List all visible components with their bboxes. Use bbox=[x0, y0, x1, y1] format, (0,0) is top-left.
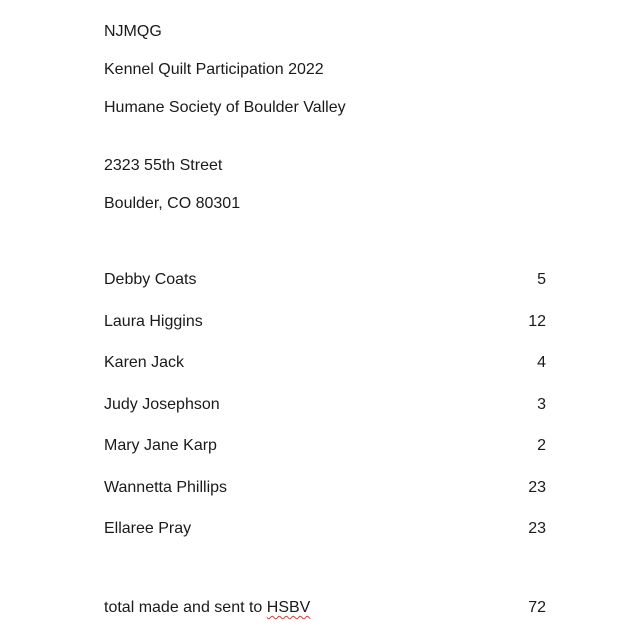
list-item bbox=[104, 353, 546, 373]
list-item bbox=[104, 478, 546, 498]
list-item bbox=[104, 436, 546, 456]
participant-name: Karen Jack bbox=[104, 354, 185, 371]
participant-count: 23 bbox=[528, 479, 546, 496]
participant-name: Mary Jane Karp bbox=[104, 437, 217, 454]
total-count: 72 bbox=[528, 599, 546, 616]
participant-count: 2 bbox=[537, 437, 546, 454]
list-item bbox=[104, 519, 546, 539]
participant-name: Ellaree Pray bbox=[104, 520, 192, 537]
participant-count: 5 bbox=[537, 271, 546, 288]
list-item bbox=[104, 395, 546, 415]
total-label-org: HSBV bbox=[266, 599, 311, 616]
address-street: 2323 55th Street bbox=[104, 157, 223, 174]
participant-name: Laura Higgins bbox=[104, 313, 203, 330]
participant-name: Debby Coats bbox=[104, 271, 197, 288]
org-name: NJMQG bbox=[104, 23, 162, 40]
participant-count: 12 bbox=[528, 313, 546, 330]
participant-count: 4 bbox=[537, 354, 546, 371]
total-label bbox=[104, 598, 310, 618]
participant-count: 3 bbox=[537, 396, 546, 413]
participant-name: Judy Josephson bbox=[104, 396, 220, 413]
address-city: Boulder, CO 80301 bbox=[104, 195, 241, 212]
list-item bbox=[104, 312, 546, 332]
document-title: Kennel Quilt Participation 2022 bbox=[104, 61, 324, 78]
recipient-name: Humane Society of Boulder Valley bbox=[104, 99, 346, 116]
participant-count: 23 bbox=[528, 520, 546, 537]
list-item bbox=[104, 270, 546, 290]
participant-name: Wannetta Phillips bbox=[104, 479, 228, 496]
total-row bbox=[104, 598, 546, 618]
total-label-prefix: total made and sent to bbox=[104, 599, 267, 616]
